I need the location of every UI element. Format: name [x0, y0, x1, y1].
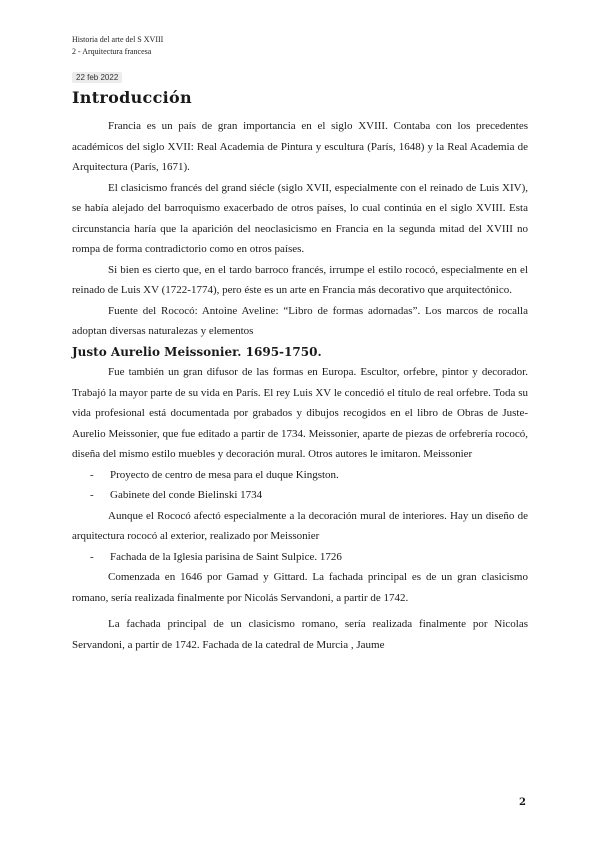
list-dash: -: [90, 468, 94, 481]
date-badge: 22 feb 2022: [72, 72, 122, 83]
paragraph-francia: Francia es un país de gran importancia en el siglo XVIII. Contaba con los precedentes académicos del siglo XVII: Real Academia de Pintura y escultura (París, 1648) y la Real Academia de Arquitectura (París, 1671).: [72, 120, 528, 173]
list-item-text: Proyecto de centro de mesa para el duque Kingston.: [110, 468, 339, 481]
list-item-text: Gabinete del conde Bielinski 1734: [110, 489, 263, 501]
list-dash: -: [90, 489, 94, 501]
list-item: [72, 485, 528, 506]
paragraph-meissonier: Fue también un gran difusor de las formas en Europa. Escultor, orfebre, pintor y decorador. Trabajó la mayor parte de su vida en París. El rey Luis XV le concedió el título de real orfebre. Toda su vida profesional está documentada por grabados y dibujos recogidos en el libro de Obras de Juste-Aurelio Meissonier, que fue editado a partir de 1734. Meissonier, aparte de piezas de orfebrería rococó, diseña del mismo estilo muebles y decoración mural. Otros autores le imitaron. Meissonier: [72, 366, 528, 460]
subheading-meissonier: Justo Aurelio Meissonier. 1695-1750.: [72, 344, 322, 359]
page-title: Introducción: [72, 88, 192, 107]
list-dash: -: [90, 550, 94, 563]
document-header: [72, 34, 163, 58]
list-item: [72, 547, 528, 568]
paragraph-rococo: Si bien es cierto que, en el tardo barroco francés, irrumpe el estilo rococó, especialmente en el reinado de Luis XV (1722-1774), pero éste es un arte en Francia más decorativo que arquitectónico.: [72, 263, 528, 296]
paragraph-clasicismo: El clasicismo francés del grand siécle (siglo XVII, especialmente con el reinado de Luis XIV), se había alejado del barroquismo exacerbado de otros países, lo cual continúa en el siglo XVIII. Esta circunstancia haría que la aparición del neoclasicismo en Francia en la segunda mitad del XVIII no rompa de forma contradictorio como en otros países.: [72, 181, 528, 255]
section-title: 2 - Arquitectura francesa: [72, 47, 152, 56]
paragraph-fachada: La fachada principal de un clasicismo romano, sería realizada finalmente por Nicolas Servandoni, a partir de 1742. Fachada de la catedral de Murcia , Jaume: [72, 618, 528, 651]
course-title: Historia del arte del S XVIII: [72, 35, 164, 44]
list-item-text: Fachada de la Iglesia parisina de Saint Sulpice. 1726: [110, 550, 342, 563]
page-number: 2: [519, 797, 526, 808]
list-item: [72, 465, 528, 486]
paragraph-fuente: Fuente del Rococó: Antoine Aveline: “Libro de formas adornadas”. Los marcos de rocalla adoptan diversas naturalezas y elementos: [72, 304, 528, 337]
document-body: [72, 116, 528, 655]
paragraph-decoracion: Aunque el Rococó afectó especialmente a la decoración mural de interiores. Hay un diseño de arquitectura rococó al exterior, realizado por Meissonier: [72, 509, 528, 542]
paragraph-saint-sulpice: Comenzada en 1646 por Gamad y Gittard. La fachada principal es de un gran clasicismo romano, sería realizada finalmente por Nicolás Servandoni, a partir de 1742.: [72, 571, 528, 604]
